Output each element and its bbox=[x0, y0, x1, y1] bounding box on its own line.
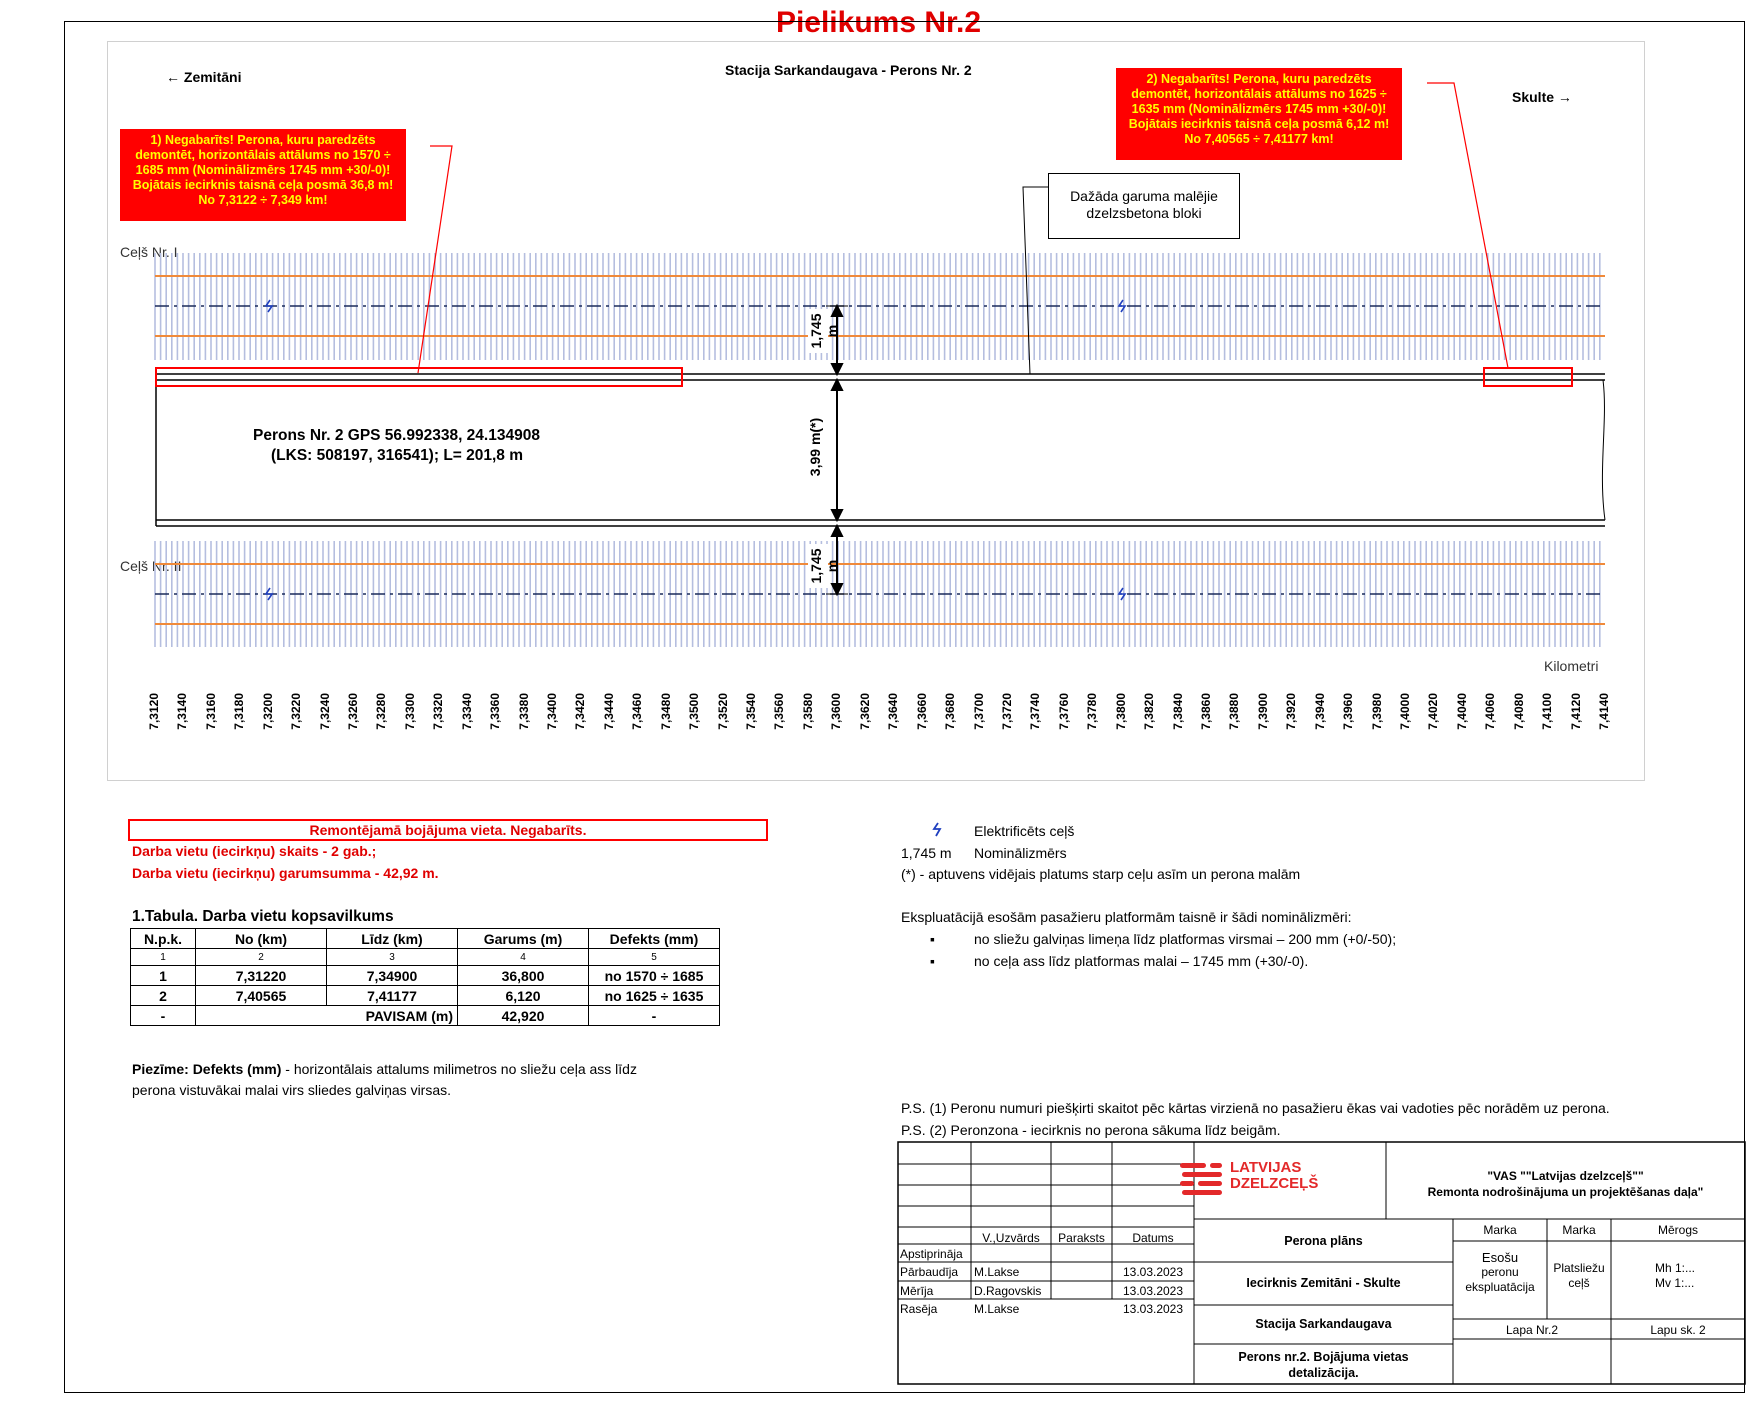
marka-2-value bbox=[1547, 1261, 1611, 1291]
note-label: Piezīme: Defekts (mm) bbox=[132, 1061, 282, 1077]
km-tick-label: 7,3600 bbox=[829, 693, 844, 730]
legend-nominal-value: 1,745 m bbox=[901, 845, 952, 861]
col-date-header: Datums bbox=[1132, 1231, 1174, 1245]
km-tick-label: 7,3260 bbox=[346, 693, 361, 730]
ps-2: P.S. (2) Peronzona - iecirknis no perona sākuma līdz beigām. bbox=[901, 1122, 1281, 1138]
km-tick-label: 7,3640 bbox=[886, 693, 901, 730]
km-tick-label: 7,3280 bbox=[374, 693, 389, 730]
km-tick-label: 7,3380 bbox=[516, 693, 531, 730]
logo-text-1: LATVIJAS bbox=[1230, 1159, 1302, 1176]
km-tick-label: 7,3840 bbox=[1170, 693, 1185, 730]
legend-repair-box: Remontējamā bojājuma vieta. Negabarīts. bbox=[128, 819, 768, 841]
right-direction-label: Skulte → bbox=[1512, 89, 1572, 105]
legend-nominal-label: Nominālizmērs bbox=[974, 845, 1067, 861]
drawing-description bbox=[1194, 1349, 1453, 1381]
callout-defect-1: 1) Negabarīts! Perona, kuru paredzēts demontēt, horizontālais attālums no 1570 ÷ 1685 mm (Nominālizmērs 1745 mm +30/-0)! Bojātais iecirknis taisnā ceļa posmā 36,8 m! No 7,3122 ÷ 7,349 km! bbox=[120, 129, 406, 221]
table-cell: 2 bbox=[131, 986, 196, 1006]
bullet-icon: ▪ bbox=[930, 953, 935, 969]
km-tick-label: 7,3200 bbox=[260, 693, 275, 730]
km-tick-label: 7,3720 bbox=[999, 693, 1014, 730]
km-tick-label: 7,3340 bbox=[459, 693, 474, 730]
km-tick-label: 7,3900 bbox=[1255, 693, 1270, 730]
scale-vertical: Mv 1:... bbox=[1655, 1276, 1695, 1290]
table-cell: - bbox=[131, 1006, 196, 1026]
marka-2-line-2: ceļš bbox=[1568, 1276, 1590, 1290]
km-tick-label: 7,3520 bbox=[715, 693, 730, 730]
km-tick-label: 7,3540 bbox=[744, 693, 759, 730]
table-cell: no 1570 ÷ 1685 bbox=[589, 966, 720, 986]
table-col-number: 2 bbox=[196, 949, 327, 966]
km-tick-label: 7,3580 bbox=[800, 693, 815, 730]
col-name-header: V.,Uzvārds bbox=[982, 1231, 1040, 1245]
col-sign-header: Paraksts bbox=[1058, 1231, 1105, 1245]
org-line-2: Remonta nodrošinājuma un projektēšanas daļa" bbox=[1427, 1185, 1704, 1199]
approval-name: D.Ragovskis bbox=[974, 1284, 1042, 1298]
left-direction-label: ← Zemitāni bbox=[166, 69, 242, 85]
approval-name: M.Lakse bbox=[974, 1302, 1020, 1316]
table-col-number: 3 bbox=[327, 949, 458, 966]
table-cell: 7,41177 bbox=[327, 986, 458, 1006]
table-cell: - bbox=[589, 1006, 720, 1026]
km-tick-label: 7,3360 bbox=[488, 693, 503, 730]
track-1-label: Ceļš Nr. I bbox=[120, 244, 178, 260]
diagram-title: Stacija Sarkandaugava - Perons Nr. 2 bbox=[725, 62, 972, 78]
marka-1-header: Marka bbox=[1483, 1223, 1517, 1237]
sheet-number: Lapa Nr.2 bbox=[1505, 1323, 1559, 1337]
dimension-bottom-label: 1,745 m bbox=[808, 544, 828, 588]
approval-role: Mērīja bbox=[900, 1284, 934, 1298]
km-tick-label: 7,3700 bbox=[971, 693, 986, 730]
km-tick-label: 7,4140 bbox=[1597, 693, 1611, 730]
description-line-1: Perons nr.2. Bojājuma vietas bbox=[1238, 1350, 1409, 1364]
km-tick-label: 7,3680 bbox=[943, 693, 958, 730]
table-col-number: 1 bbox=[131, 949, 196, 966]
legend-length-sum: Darba vietu (iecirkņu) garumsumma - 42,92 m. bbox=[132, 865, 439, 881]
scale-header: Mērogs bbox=[1657, 1223, 1698, 1237]
km-tick-label: 7,4040 bbox=[1454, 693, 1469, 730]
km-tick-label: 7,4120 bbox=[1568, 693, 1583, 730]
note-text: - horizontālais attalums milimetros no sliežu ceļa ass līdz bbox=[281, 1061, 637, 1077]
legend-bullet-2: no ceļa ass līdz platformas malai – 1745 mm (+30/-0). bbox=[974, 953, 1309, 969]
table-title: 1.Tabula. Darba vietu kopsavilkums bbox=[132, 908, 394, 925]
dimension-mid-label: 3,99 m(*) bbox=[807, 410, 827, 484]
table-cell: 7,31220 bbox=[196, 966, 327, 986]
marka-1-line-2: peronu bbox=[1481, 1265, 1519, 1279]
km-tick-label: 7,4060 bbox=[1483, 693, 1498, 730]
table-header: Defekts (mm) bbox=[589, 929, 720, 949]
approval-date: 13.03.2023 bbox=[1122, 1302, 1184, 1316]
track-2-label: Ceļš Nr. II bbox=[120, 558, 182, 574]
sheet-count: Lapu sk. 2 bbox=[1650, 1323, 1706, 1337]
description-line-2: detalizācija. bbox=[1288, 1366, 1359, 1380]
km-tick-label: 7,3160 bbox=[203, 693, 218, 730]
approval-role: Rasēja bbox=[900, 1302, 938, 1316]
table-header: No (km) bbox=[196, 929, 327, 949]
table-col-number: 5 bbox=[589, 949, 720, 966]
approval-role: Pārbaudīja bbox=[900, 1265, 959, 1279]
km-tick-label: 7,3740 bbox=[1028, 693, 1043, 730]
plan-title: Perona plāns bbox=[1284, 1234, 1363, 1248]
km-tick-label: 7,3480 bbox=[658, 693, 673, 730]
table-header: Garums (m) bbox=[458, 929, 589, 949]
km-tick-label: 7,3960 bbox=[1341, 693, 1356, 730]
table-cell: 36,800 bbox=[458, 966, 589, 986]
table-total-label: PAVISAM (m) bbox=[196, 1006, 458, 1026]
table-cell: 1 bbox=[131, 966, 196, 986]
km-tick-label: 7,3620 bbox=[857, 693, 872, 730]
km-tick-label: 7,3440 bbox=[601, 693, 616, 730]
km-tick-label: 7,4100 bbox=[1540, 693, 1555, 730]
approval-date: 13.03.2023 bbox=[1122, 1284, 1184, 1298]
km-tick-label: 7,4020 bbox=[1426, 693, 1441, 730]
km-tick-label: 7,3800 bbox=[1113, 693, 1128, 730]
approval-name: M.Lakse bbox=[974, 1265, 1020, 1279]
km-tick-label: 7,3400 bbox=[545, 693, 560, 730]
page-title: Pielikums Nr.2 bbox=[775, 6, 982, 39]
table-cell: 7,34900 bbox=[327, 966, 458, 986]
table-header: N.p.k. bbox=[131, 929, 196, 949]
bullet-icon: ▪ bbox=[930, 931, 935, 947]
km-tick-label: 7,3940 bbox=[1312, 693, 1327, 730]
logo-text-2: DZELZCEĻŠ bbox=[1230, 1175, 1319, 1192]
approval-role: Apstiprināja bbox=[900, 1247, 963, 1261]
km-tick-label: 7,3120 bbox=[147, 693, 161, 730]
legend-approx: (*) - aptuvens vidējais platums starp ceļu asīm un perona malām bbox=[901, 866, 1301, 882]
km-tick-label: 7,3780 bbox=[1085, 693, 1100, 730]
org-line-1: "VAS ""Latvijas dzelzceļš"" bbox=[1487, 1169, 1644, 1183]
legend-bullet-1: no sliežu galviņas limeņa līdz platformas virsmai – 200 mm (+0/-50); bbox=[974, 931, 1397, 947]
km-tick-label: 7,4080 bbox=[1511, 693, 1526, 730]
km-tick-label: 7,3180 bbox=[232, 693, 247, 730]
approval-date: 13.03.2023 bbox=[1122, 1265, 1184, 1279]
marka-2-header: Marka bbox=[1562, 1223, 1596, 1237]
km-tick-label: 7,3880 bbox=[1227, 693, 1242, 730]
km-tick-label: 7,3820 bbox=[1142, 693, 1157, 730]
km-tick-label: 7,3240 bbox=[317, 693, 332, 730]
km-tick-label: 7,3420 bbox=[573, 693, 588, 730]
legend-nominal-dimensions: Ekspluatācijā esošām pasažieru platformām taisnē ir šādi nominālizmēri: bbox=[901, 909, 1352, 925]
legend-electrified: Elektrificēts ceļš bbox=[974, 823, 1075, 839]
km-tick-label: 7,3140 bbox=[175, 693, 190, 730]
org-name bbox=[1386, 1168, 1745, 1200]
km-tick-label: 7,3220 bbox=[289, 693, 304, 730]
marka-1-line-3: ekspluatācija bbox=[1465, 1280, 1535, 1294]
table-header: Līdz (km) bbox=[327, 929, 458, 949]
legend-count: Darba vietu (iecirkņu) skaits - 2 gab.; bbox=[132, 843, 377, 859]
marka-1-value bbox=[1453, 1250, 1547, 1295]
station-title: Stacija Sarkandaugava bbox=[1255, 1317, 1392, 1331]
scale-value bbox=[1655, 1261, 1695, 1291]
table-cell: 6,120 bbox=[458, 986, 589, 1006]
table-total-length: 42,920 bbox=[458, 1006, 589, 1026]
km-tick-label: 7,3980 bbox=[1369, 693, 1384, 730]
note-text-2: perona vistuvākai malai virs sliedes galviņas virsas. bbox=[132, 1082, 452, 1098]
platform-lks-length: (LKS: 508197, 316541); L= 201,8 m bbox=[271, 447, 524, 464]
km-tick-label: 7,4000 bbox=[1397, 693, 1412, 730]
dimension-top-label: 1,745 m bbox=[808, 309, 828, 353]
km-tick-label: 7,3560 bbox=[772, 693, 787, 730]
ps-1: P.S. (1) Peronu numuri piešķirti skaitot pēc kārtas virzienā no pasažieru ēkas vai vadoties pēc norādēm uz perona. bbox=[901, 1100, 1610, 1116]
km-tick-label: 7,3500 bbox=[687, 693, 702, 730]
section-title: Iecirknis Zemitāni - Skulte bbox=[1246, 1276, 1401, 1290]
km-tick-label: 7,3920 bbox=[1284, 693, 1299, 730]
table-cell: 7,40565 bbox=[196, 986, 327, 1006]
platform-gps: Perons Nr. 2 GPS 56.992338, 24.134908 bbox=[253, 427, 540, 444]
table-col-number: 4 bbox=[458, 949, 589, 966]
km-tick-label: 7,3860 bbox=[1198, 693, 1213, 730]
km-tick-label: 7,3300 bbox=[402, 693, 417, 730]
km-tick-label: 7,3660 bbox=[914, 693, 929, 730]
marka-1-line-1: Esošu bbox=[1481, 1250, 1519, 1265]
callout-defect-2: 2) Negabarīts! Perona, kuru paredzēts demontēt, horizontālais attālums no 1625 ÷ 1635 mm (Nominālizmērs 1745 mm +30/-0)! Bojātais iecirknis taisnā ceļa posmā 6,12 m! No 7,40565 ÷ 7,41177 km! bbox=[1116, 68, 1402, 160]
km-tick-label: 7,3760 bbox=[1056, 693, 1071, 730]
scale-horizontal: Mh 1:... bbox=[1655, 1261, 1696, 1275]
km-tick-label: 7,3460 bbox=[630, 693, 645, 730]
marka-2-line-1: Platsliežu bbox=[1553, 1261, 1605, 1275]
table-cell: no 1625 ÷ 1635 bbox=[589, 986, 720, 1006]
km-tick-label: 7,3320 bbox=[431, 693, 446, 730]
km-axis-label: Kilometri bbox=[1544, 658, 1599, 674]
blocks-note: Dažāda garuma malējie dzelzsbetona bloki bbox=[1048, 173, 1240, 239]
